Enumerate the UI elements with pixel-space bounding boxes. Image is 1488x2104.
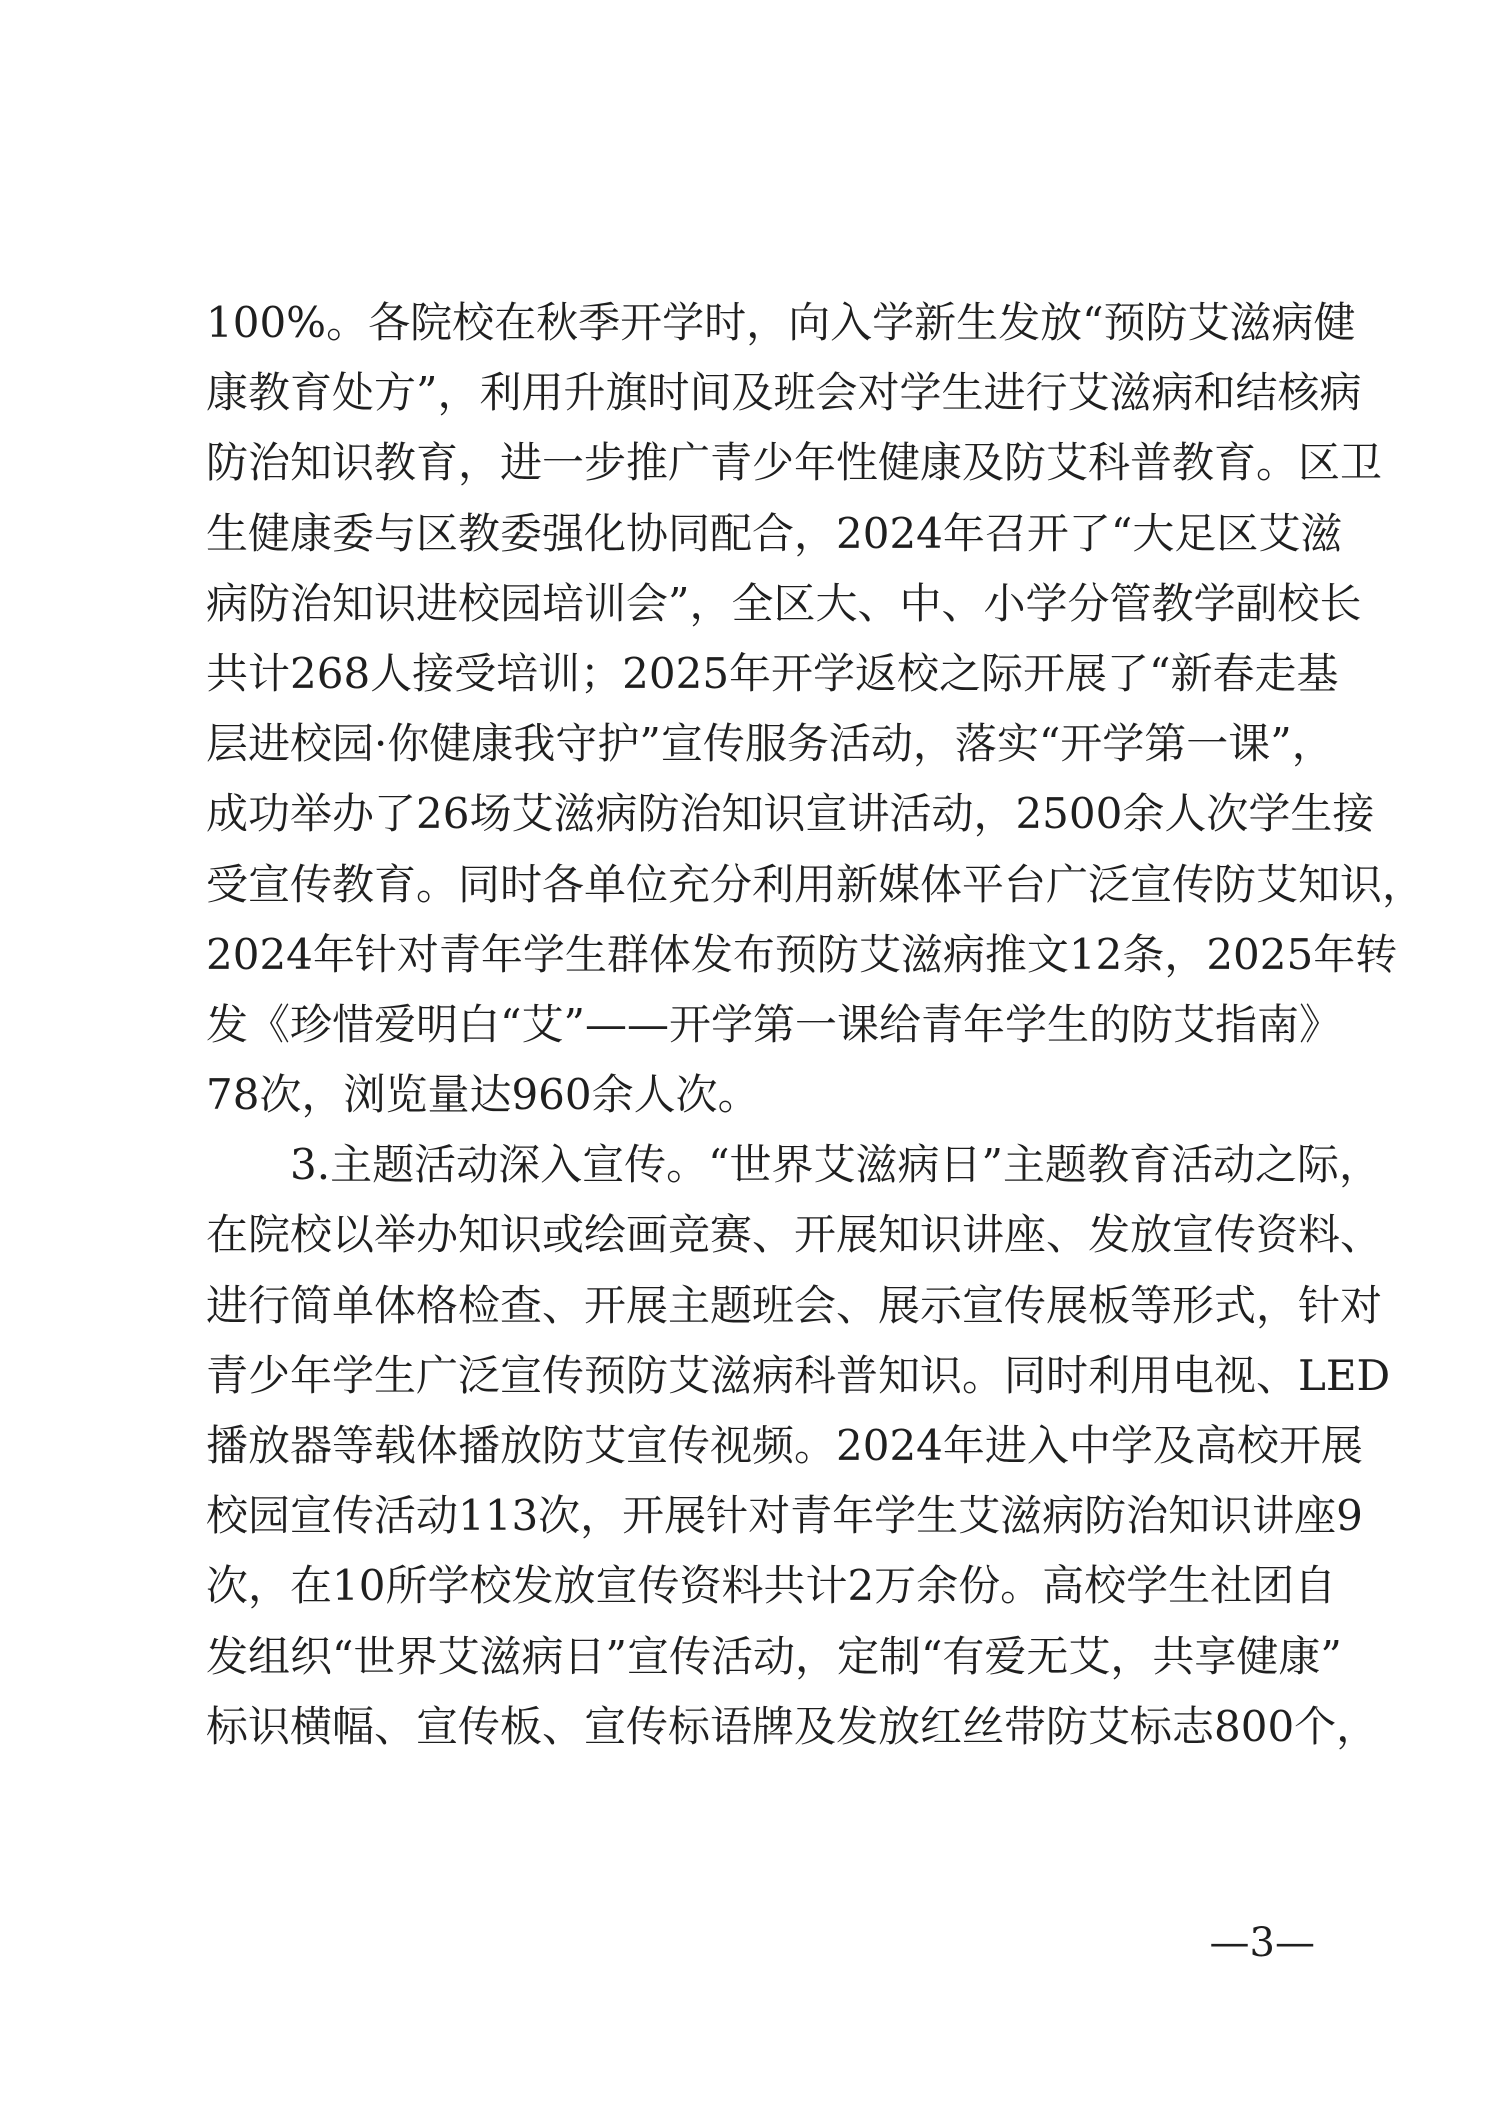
text-line: 病防治知识进校园培训会”，全区大、中、小学分管教学副校长 xyxy=(206,578,1362,628)
text-line: 受宣传教育。同时各单位充分利用新媒体平台广泛宣传防艾知识， xyxy=(206,859,1425,909)
text-line: 康教育处方”，利用升旗时间及班会对学生进行艾滋病和结核病 xyxy=(206,368,1362,418)
paragraph xyxy=(206,288,1425,1130)
text-line: 2024年针对青年学生群体发布预防艾滋病推文12条，2025年转 xyxy=(206,929,1398,979)
paragraph xyxy=(206,1130,1391,1762)
body-text xyxy=(206,288,1425,1762)
text-line: 进行简单体格检查、开展主题班会、展示宣传展板等形式，针对 xyxy=(206,1280,1383,1330)
text-line: 标识横幅、宣传板、宣传标语牌及发放红丝带防艾标志800个， xyxy=(206,1701,1379,1751)
text-line: 在院校以举办知识或绘画竞赛、开展知识讲座、发放宣传资料、 xyxy=(206,1210,1383,1260)
text-line: 共计268人接受培训；2025年开学返校之际开展了“新春走基 xyxy=(206,648,1339,698)
text-line: 成功举办了26场艾滋病防治知识宣讲活动，2500余人次学生接 xyxy=(206,789,1375,839)
text-line: 次，在10所学校发放宣传资料共计2万余份。高校学生社团自 xyxy=(206,1561,1337,1611)
text-line: 发组织“世界艾滋病日”宣传活动，定制“有爱无艾，共享健康” xyxy=(206,1631,1342,1681)
text-line: 青少年学生广泛宣传预防艾滋病科普知识。同时利用电视、LED xyxy=(206,1350,1391,1400)
text-line: 生健康委与区教委强化协同配合，2024年召开了“大足区艾滋 xyxy=(206,508,1343,558)
text-line: 100%。各院校在秋季开学时，向入学新生发放“预防艾滋病健 xyxy=(206,298,1356,347)
text-line: 校园宣传活动113次，开展针对青年学生艾滋病防治知识讲座9 xyxy=(206,1491,1363,1541)
text-line: 防治知识教育，进一步推广青少年性健康及防艾科普教育。区卫 xyxy=(206,438,1383,488)
text-line: 层进校园·你健康我守护”宣传服务活动，落实“开学第一课”， xyxy=(206,719,1334,769)
text-line: 发《珍惜爱明白“艾”——开学第一课给青年学生的防艾指南》 xyxy=(206,999,1341,1049)
text-line: 78次，浏览量达960余人次。 xyxy=(206,1070,760,1120)
text-line: 播放器等载体播放防艾宣传视频。2024年进入中学及高校开展 xyxy=(206,1421,1363,1470)
text-line: 3.主题活动深入宣传。“世界艾滋病日”主题教育活动之际， xyxy=(290,1140,1382,1190)
page-number: —3— xyxy=(1209,1920,1315,1966)
